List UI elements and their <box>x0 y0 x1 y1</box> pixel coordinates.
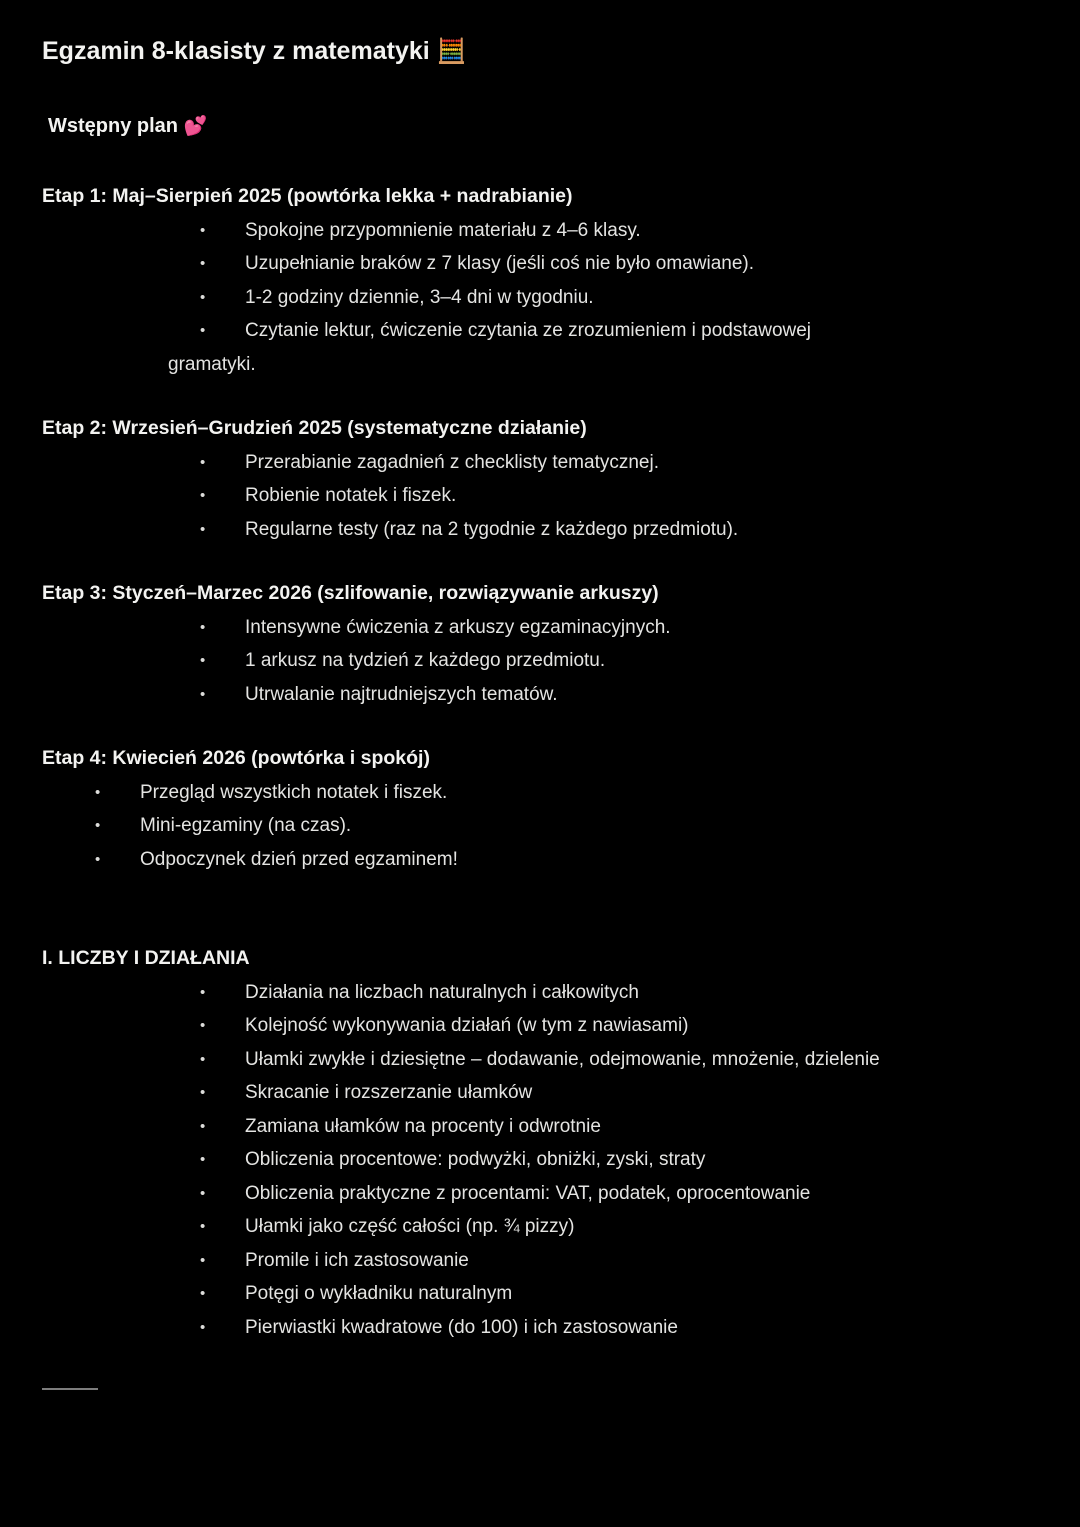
abacus-emoji: 🧮 <box>436 38 467 65</box>
note-subtitle-text: Wstępny plan <box>48 115 179 137</box>
list-item-text: Przegląd wszystkich notatek i fiszek. <box>140 781 448 803</box>
list-item-text: Odpoczynek dzień przed egzaminem! <box>140 848 458 870</box>
section-etap-2 <box>42 412 1038 546</box>
bullet-icon: • <box>200 1184 206 1202</box>
bullet-icon: • <box>200 983 206 1001</box>
list-item <box>168 446 1020 480</box>
list-item-text: Działania na liczbach naturalnych i całkowitych <box>245 981 639 1003</box>
list-item-text: Obliczenia procentowe: podwyżki, obniżki, zyski, straty <box>245 1149 706 1170</box>
section-liczby-i-dzialania <box>42 942 1038 1344</box>
list-item <box>168 314 1020 381</box>
bullet-icon: • <box>200 255 206 272</box>
bullet-list <box>42 214 1020 382</box>
list-item-text: Utrwalanie najtrudniejszych tematów. <box>245 683 558 705</box>
section-heading: Etap 4: Kwiecień 2026 (powtórka i spokój) <box>42 747 430 769</box>
list-item <box>95 776 1020 810</box>
bullet-icon: • <box>95 850 101 868</box>
list-item <box>168 1043 1020 1077</box>
list-item-text: Kolejność wykonywania działań (w tym z nawiasami) <box>245 1015 689 1036</box>
list-item-text: 1 arkusz na tydzień z każdego przedmiotu. <box>245 650 606 671</box>
section-heading: Etap 2: Wrzesień–Grudzień 2025 (systematyczne działanie) <box>42 417 587 439</box>
bullet-icon: • <box>200 221 206 239</box>
list-item-text: Regularne testy (raz na 2 tygodnie z każdego przedmiotu). <box>245 518 739 540</box>
list-item <box>95 843 1020 877</box>
list-item <box>168 1076 1020 1110</box>
bullet-icon: • <box>200 322 206 339</box>
bullet-icon: • <box>95 783 101 801</box>
section-heading: Etap 3: Styczeń–Marzec 2026 (szlifowanie, rozwiązywanie arkuszy) <box>42 582 659 604</box>
list-item <box>168 1311 1020 1345</box>
list-item <box>168 479 1020 513</box>
list-item-text: Czytanie lektur, ćwiczenie czytania ze zrozumieniem i podstawowej <box>245 320 812 341</box>
bullet-icon: • <box>200 453 206 471</box>
bullet-list <box>42 446 1020 547</box>
list-item-text: Promile i ich zastosowanie <box>245 1249 469 1271</box>
note-subtitle <box>48 114 1038 139</box>
section-heading: Etap 1: Maj–Sierpień 2025 (powtórka lekka + nadrabianie) <box>42 185 573 207</box>
list-item <box>168 1177 1020 1211</box>
list-item-text: Potęgi o wykładniku naturalnym <box>245 1283 513 1304</box>
list-item <box>95 809 1020 843</box>
list-item-text: Zamiana ułamków na procenty i odwrotnie <box>245 1115 601 1137</box>
list-item-text: Przerabianie zagadnień z checklisty tematycznej. <box>245 451 659 473</box>
divider <box>42 1388 98 1390</box>
list-item <box>168 513 1020 547</box>
bullet-icon: • <box>95 817 101 834</box>
bullet-icon: • <box>200 1318 206 1336</box>
bullet-list <box>42 976 1020 1345</box>
list-item <box>168 214 1020 248</box>
bullet-icon: • <box>200 487 206 504</box>
bullet-icon: • <box>200 1084 206 1101</box>
section-etap-1 <box>42 180 1038 381</box>
bullet-icon: • <box>200 1285 206 1302</box>
list-item-text: Mini-egzaminy (na czas). <box>140 815 352 836</box>
bullet-icon: • <box>200 1218 206 1235</box>
bullet-icon: • <box>200 652 206 669</box>
bullet-icon: • <box>200 618 206 636</box>
bullet-icon: • <box>200 1251 206 1269</box>
section-heading: I. LICZBY I DZIAŁANIA <box>42 947 250 969</box>
list-item <box>168 1009 1020 1043</box>
list-item <box>168 1143 1020 1177</box>
section-etap-4 <box>42 742 1038 876</box>
list-item <box>168 1277 1020 1311</box>
list-item <box>168 1244 1020 1278</box>
list-item-text: Pierwiastki kwadratowe (do 100) i ich zastosowanie <box>245 1316 678 1338</box>
list-item-text: Ułamki zwykłe i dziesiętne – dodawanie, odejmowanie, mnożenie, dzielenie <box>245 1048 880 1070</box>
list-item <box>168 644 1020 678</box>
bullet-icon: • <box>200 288 206 306</box>
bullet-icon: • <box>200 1151 206 1168</box>
bullet-list <box>42 776 1020 877</box>
list-item-text-continued: gramatyki. <box>168 353 256 375</box>
two-hearts-emoji: 💕 <box>183 116 208 137</box>
list-item <box>168 1210 1020 1244</box>
list-item-text: Skracanie i rozszerzanie ułamków <box>245 1082 533 1103</box>
section-etap-3 <box>42 577 1038 711</box>
bullet-icon: • <box>200 1050 206 1068</box>
list-item <box>168 1110 1020 1144</box>
bullet-icon: • <box>200 1117 206 1135</box>
list-item <box>168 678 1020 712</box>
list-item <box>168 247 1020 281</box>
list-item-text: Intensywne ćwiczenia z arkuszy egzaminacyjnych. <box>245 616 671 638</box>
note-title-text: Egzamin 8-klasisty z matematyki <box>42 37 430 65</box>
bullet-icon: • <box>200 685 206 703</box>
list-item-text: Obliczenia praktyczne z procentami: VAT, podatek, oprocentowanie <box>245 1182 811 1204</box>
list-item-text: 1-2 godziny dziennie, 3–4 dni w tygodniu. <box>245 286 594 308</box>
bullet-list <box>42 611 1020 712</box>
bullet-icon: • <box>200 520 206 538</box>
list-item-text: Ułamki jako część całości (np. ¾ pizzy) <box>245 1216 575 1237</box>
list-item-text: Spokojne przypomnienie materiału z 4–6 klasy. <box>245 219 641 241</box>
note-title <box>42 36 1038 67</box>
bullet-icon: • <box>200 1017 206 1034</box>
list-item <box>168 281 1020 315</box>
list-item <box>168 976 1020 1010</box>
list-item-text: Uzupełnianie braków z 7 klasy (jeśli coś nie było omawiane). <box>245 253 755 274</box>
list-item-text: Robienie notatek i fiszek. <box>245 485 457 506</box>
list-item <box>168 611 1020 645</box>
